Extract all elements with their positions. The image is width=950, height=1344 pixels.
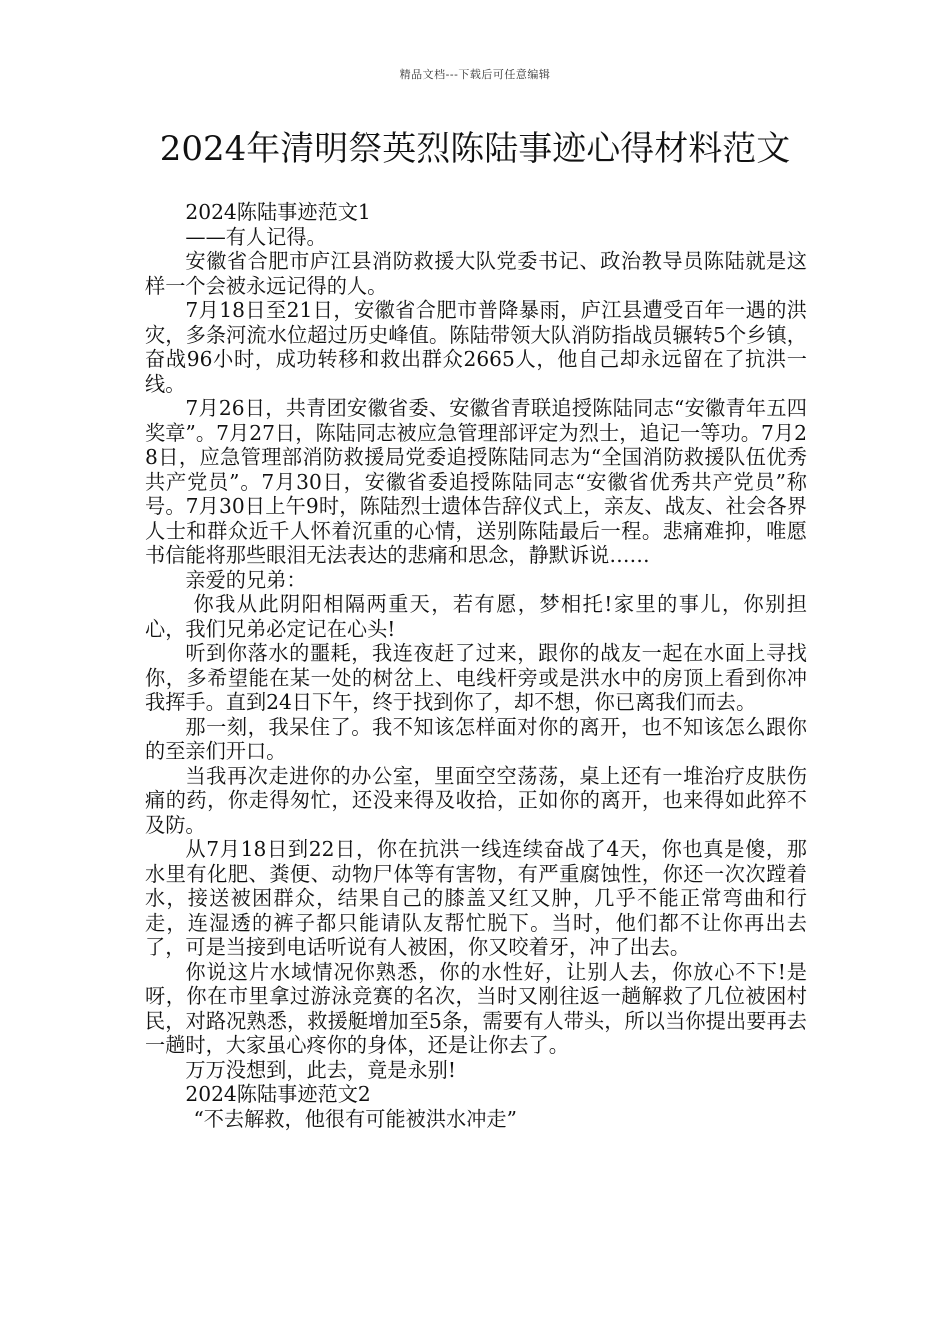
paragraph: 那一刻，我呆住了。我不知该怎样面对你的离开，也不知该怎么跟你的至亲们开口。 [145, 714, 807, 763]
paragraph: 当我再次走进你的办公室，里面空空荡荡，桌上还有一堆治疗皮肤伤痛的药，你走得匆忙，还没来得及收拾，正如你的离开，也来得如此猝不及防。 [145, 763, 807, 837]
paragraph: 安徽省合肥市庐江县消防救援大队党委书记、政治教导员陈陆就是这样一个会被永远记得的人。 [145, 249, 807, 298]
document-body [145, 200, 807, 1131]
letter-salutation: 亲爱的兄弟： [185, 567, 307, 592]
paragraph: 听到你落水的噩耗，我连夜赶了过来，跟你的战友一起在水面上寻找你，多希望能在某一处的树岔上、电线杆旁或是洪水中的房顶上看到你冲我挥手。直到24日下午，终于找到你了，却不想，你已离我们而去。 [145, 641, 807, 714]
paragraph: “不去解救，他很有可能被洪水冲走” [193, 1106, 517, 1131]
page-header: 精品文档---下载后可任意编辑 [399, 68, 551, 81]
paragraph: 你我从此阴阳相隔两重天，若有愿，梦相托!家里的事儿，你别担心，我们兄弟必定记在心头! [145, 592, 807, 641]
paragraph: ——有人记得。 [185, 224, 327, 249]
section-heading: 2024陈陆事迹范文1 [185, 200, 371, 224]
paragraph: 你说这片水域情况你熟悉，你的水性好，让别人去，你放心不下!是呀，你在市里拿过游泳竞赛的名次，当时又刚往返一趟解救了几位被困村民，对路况熟悉，救援艇增加至5条，需要有人带头，所以当你提出要再去一趟时，大家虽心疼你的身体，还是让你去了。 [145, 959, 807, 1057]
document-title: 2024年清明祭英烈陈陆事迹心得材料范文 [159, 129, 791, 169]
paragraph: 从7月18日到22日，你在抗洪一线连续奋战了4天，你也真是傻，那水里有化肥、粪便、动物尸体等有害物，有严重腐蚀性，你还一次次蹚着水，接送被困群众，结果自己的膝盖又红又肿，几乎不能正常弯曲和行走，连湿透的裤子都只能请队友帮忙脱下。当时，他们都不让你再出去了，可是当接到电话听说有人被困，你又咬着牙，冲了出去。 [145, 837, 807, 959]
paragraph: 7月18日至21日，安徽省合肥市普降暴雨，庐江县遭受百年一遇的洪灾，多条河流水位超过历史峰值。陈陆带领大队消防指战员辗转5个乡镇，奋战96小时，成功转移和救出群众2665人，他自己却永远留在了抗洪一线。 [145, 298, 807, 396]
paragraph: 万万没想到，此去，竟是永别! [185, 1057, 456, 1082]
paragraph: 7月26日，共青团安徽省委、安徽省青联追授陈陆同志“安徽青年五四奖章”。7月27日，陈陆同志被应急管理部评定为烈士，追记一等功。7月28日，应急管理部消防救援局党委追授陈陆同志为“全国消防救援队伍优秀共产党员”。7月30日，安徽省委追授陈陆同志“安徽省优秀共产党员”称号。7月30日上午9时，陈陆烈士遗体告辞仪式上，亲友、战友、社会各界人士和群众近千人怀着沉重的心情，送别陈陆最后一程。悲痛难抑，唯愿书信能将那些眼泪无法表达的悲痛和思念，静默诉说…… [145, 396, 807, 567]
section-heading: 2024陈陆事迹范文2 [185, 1082, 371, 1106]
